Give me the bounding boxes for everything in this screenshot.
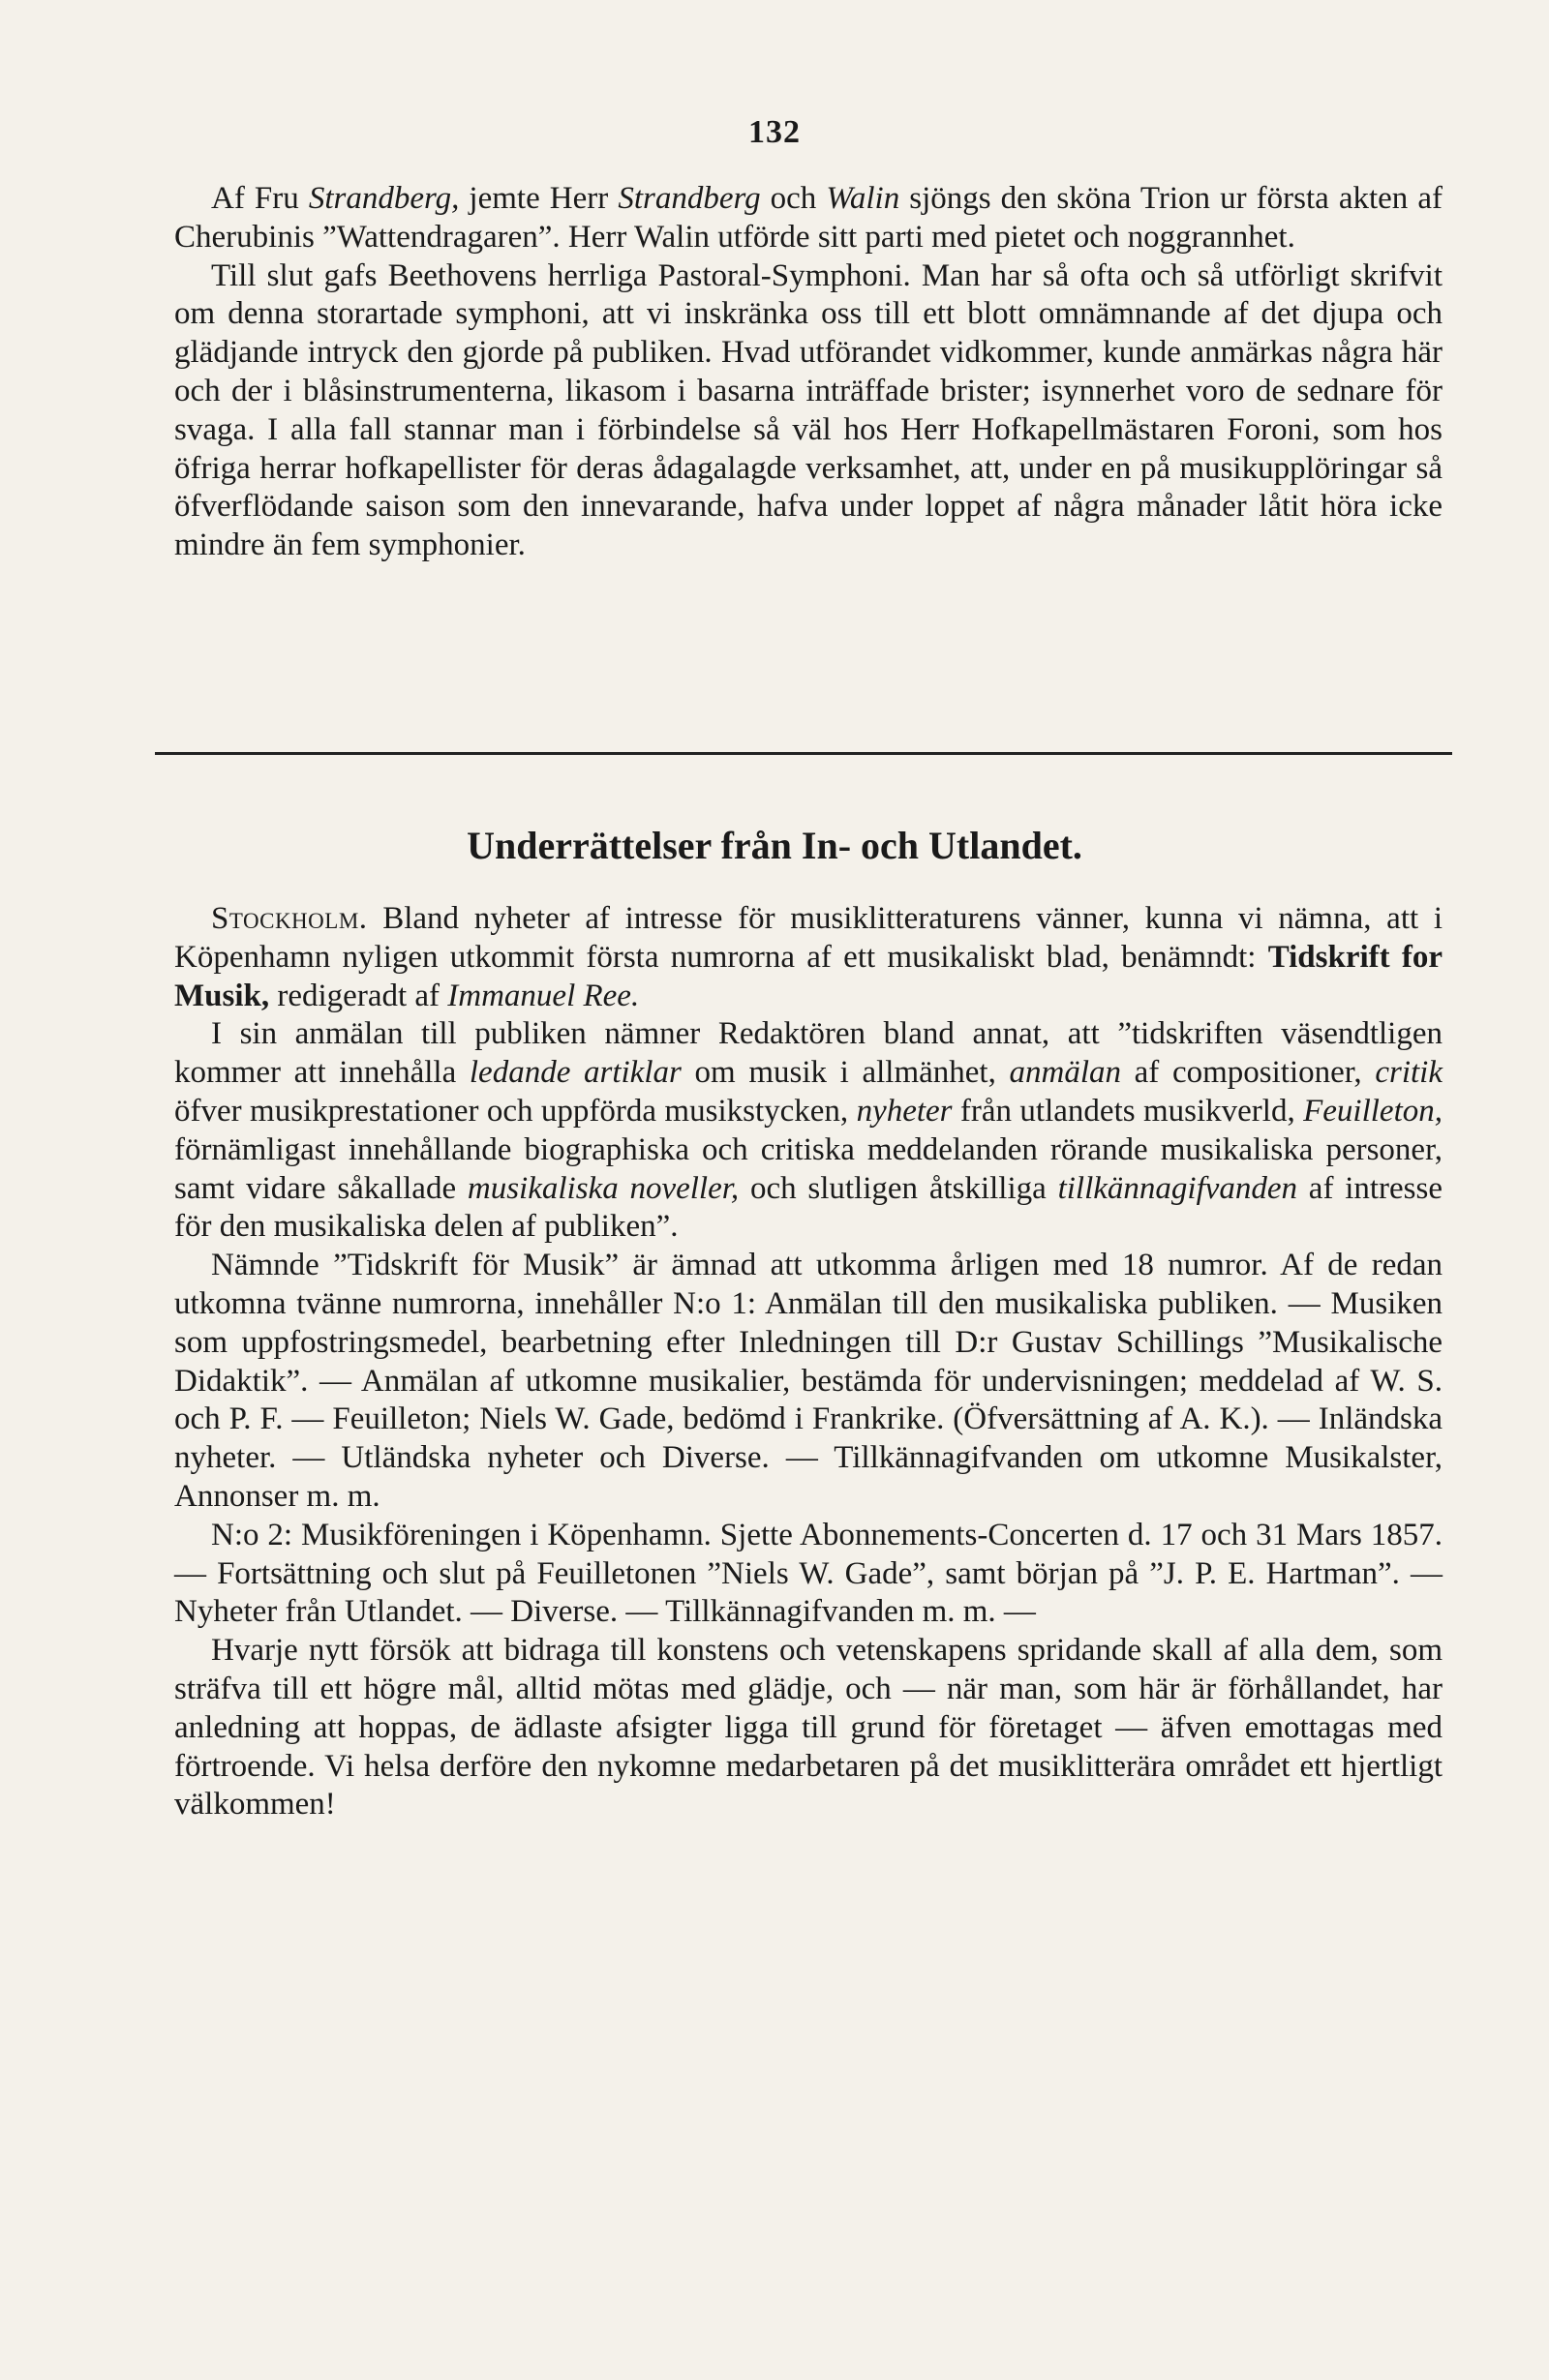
page-number: 132 [748,114,801,150]
paragraph [174,1015,1443,1247]
emphasized-text: Immanuel Ree. [447,978,640,1013]
text-run: af compositioner, [1121,1055,1376,1091]
emphasized-text: anmälan [1009,1055,1121,1091]
text-run: N:o 2: Musikföreningen i Köpenhamn. Sjette Abonnements-Concerten d. 17 och 31 Mars 1857. — Fortsättning och slut på Feuilletonen ”Niels W. Gade”, samt början på ”J. P. E. Hartman”. — Nyheter från Utlandet. — Diverse. — Tillkännagifvanden m. m. — [174,1517,1443,1630]
text-run: Bland nyheter af intresse för musiklitteraturens vänner, kunna vi nämna, att i Köpenhamn nyligen utkommit första numrorna af ett musikaliskt blad, benämndt: [174,901,1443,975]
emphasized-text: Strandberg [618,181,761,216]
text-run: Hvarje nytt försök att bidraga till konstens och vetenskapens spridande skall af alla dem, som sträfva till ett högre mål, alltid mötas med glädje, och — när man, som här är förhållandet, har anledning att hoppas, de ädlaste afsigter ligga till grund för företaget — äfven emottagas med förtroende. Vi helsa derföre den nykomne medarbetaren på det musiklitterära området ett hjertligt välkommen! [174,1633,1443,1823]
emphasized-text: Strandberg, [308,181,460,216]
text-run: öfver musikprestationer och uppförda musikstycken, [174,1093,857,1129]
text-run: af intresse för den musikaliska delen af publiken”. [174,1170,1443,1245]
text-run: redigeradt af [269,978,448,1013]
text-run: förnämligast innehållande biographiska och critiska meddelanden rörande musikaliska personer, samt vidare såkallade [174,1131,1443,1206]
emphasized-text: Tidskrift for Musik, [174,939,1443,1013]
paragraph [174,1517,1443,1632]
news-column [174,900,1443,1824]
paragraph [174,900,1443,1015]
emphasized-text: Stockholm. [211,901,368,936]
concert-review-column [174,180,1443,565]
text-run: om musik i allmänhet, [681,1055,1010,1091]
section-title: Underrättelser från In- och Utlandet. [467,824,1082,867]
text-run: I sin anmälan till publiken nämner Redaktören bland annat, att ”tidskriften väsendtligen kommer att innehålla [174,1016,1443,1091]
text-run: sjöngs den sköna Trion ur första akten af Cherubinis ”Wattendragaren”. Herr Walin utförde sitt parti med pietet och noggrannhet. [174,181,1443,255]
emphasized-text: nyheter [856,1093,953,1129]
text-run: jemte Herr [459,181,619,216]
text-run: och slutligen åtskilliga [739,1170,1058,1206]
paragraph [174,180,1443,257]
emphasized-text: musikaliska noveller, [467,1170,740,1206]
emphasized-text: tillkännagifvanden [1057,1170,1298,1206]
text-run: från utlandets musikverld, [952,1093,1304,1129]
emphasized-text: ledande artiklar [469,1055,682,1091]
text-run: Nämnde ”Tidskrift för Musik” är ämnad att utkomma årligen med 18 numror. Af de redan utkomna tvänne numrorna, innehåller N:o 1: Anmälan till den musikaliska publiken. — Musiken som uppfostringsmedel, bearbetning efter Inledningen till D:r Gustav Schillings ”Musikalische Didaktik”. — Anmälan af utkomne musikalier, bestämda för undervisningen; meddelad af W. S. och P. F. — Feuilleton; Niels W. Gade, bedömd i Frankrike. (Öfversättning af A. K.). — Inländska nyheter. — Utländska nyheter och Diverse. — Tillkännagifvanden om utkomne Musikalster, Annonser m. m. [174,1248,1443,1514]
emphasized-text: critik [1375,1055,1443,1091]
paragraph [174,1632,1443,1824]
section-divider [155,752,1452,755]
text-run: Till slut gafs Beethovens herrliga Pastoral-Symphoni. Man har så ofta och så utförligt skrifvit om denna storartade symphoni, att vi inskränka oss till ett blott omnämnande af det djupa och glädjande intryck den gjorde på publiken. Hvad utförandet vidkommer, kunde anmärkas några här och der i blåsinstrumenterna, likasom i basarna inträffade brister; isynnerhet voro de sednare för svaga. I alla fall stannar man i förbindelse så väl hos Herr Hofkapellmästaren Foroni, som hos öfriga herrar hofkapellister för deras ådagalagde verksamhet, att, under en på musikupplöringar så öfverflödande saison som den innevarande, hafva under loppet af några månader låtit höra icke mindre än fem symphonier. [174,257,1443,563]
paragraph [174,1247,1443,1517]
paragraph [174,257,1443,565]
emphasized-text: Feuilleton, [1303,1093,1443,1129]
text-run: och [760,181,827,216]
text-run: Af Fru [211,181,309,216]
emphasized-text: Walin [826,181,900,216]
